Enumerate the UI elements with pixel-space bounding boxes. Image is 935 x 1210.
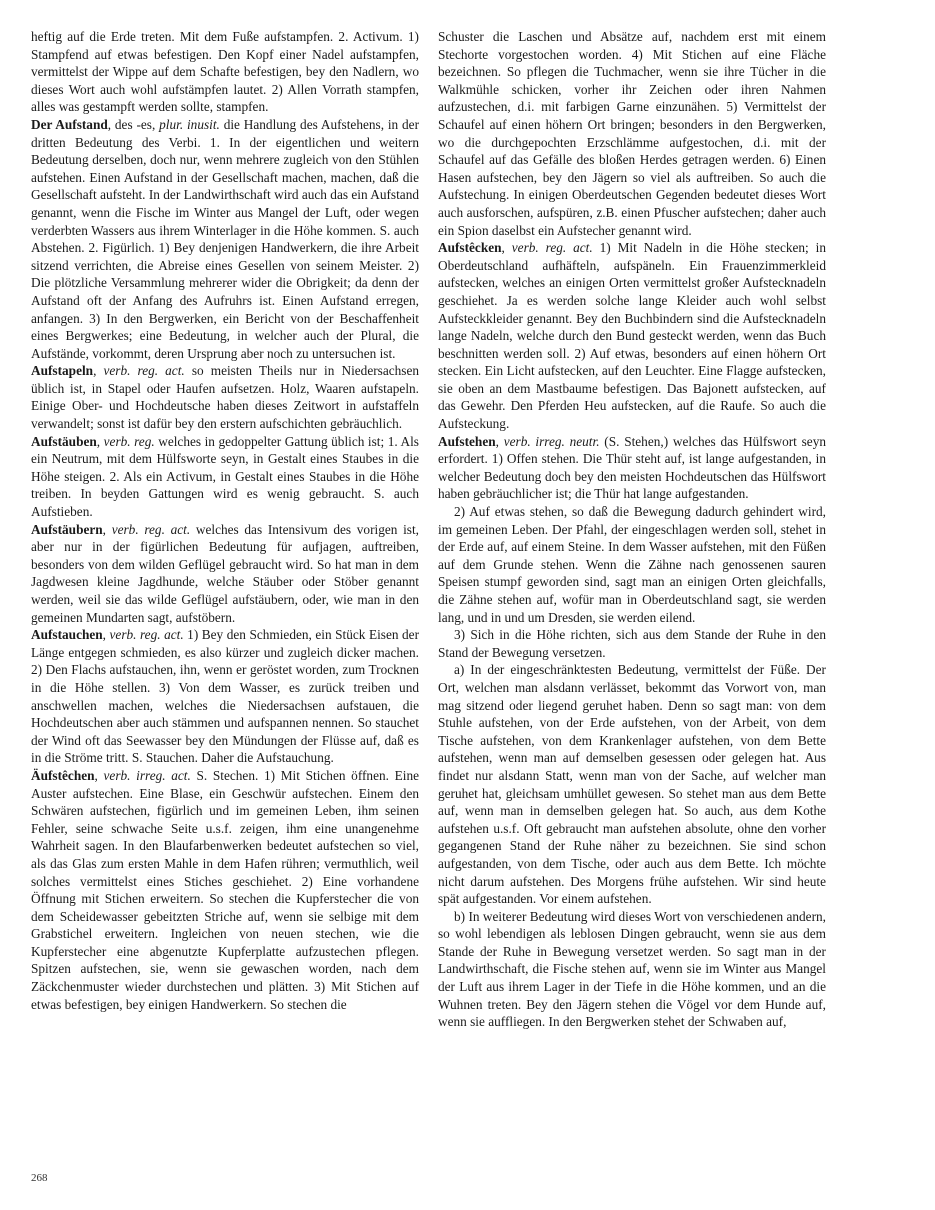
continued-paragraph: Schuster die Laschen und Absätze auf, nachdem erst mit einem Stechorte vorgestochen worden. 4) Mit Stichen auf eine Fläche bezeichnen. So pflegen die Tuchmacher, wenn sie ihre Tücher in die Walkmühle schicken, vorher ihr Zeichen oder ihren Nahmen aufzustechen, d.i. mit farbigen Garne einzunähen. 5) Vermittelst der Schaufel auf einen höhern Ort bringen; besonders in den Bergwerken, wo die durchgepochten Erzschlämme aufgestochen, d.i. mit der Schaufel auf das Gefälle des bloßen Herdes getragen werden. 6) Einen Hasen aufstechen, bey den Jägern so viel als auftreiben. So auch die Aufstechung. In einigen Oberdeutschen Gegenden bedeutet dieses Wort auch ausforschen, aufspüren, z.B. einen Pfuscher aufstechen; daher auch ein Spion daselbst ein Aufstecher genannt wird. (438, 29, 826, 238)
entry-text: so meisten Theils nur in Niedersachsen üblich ist, in Stapel oder Haufen aufsetzen. Holz, Waaren aufstapeln. Einige Ober- und Hochdeutsche haben dieses Zeitwort in aufstaffeln verwandelt; sonst ist dafür bey den erstern aufschichten gebräuchlich. (31, 363, 419, 432)
page-number: 268 (31, 1172, 48, 1184)
entry-aufstechen (31, 767, 419, 1013)
grammar-label: verb. reg. act. (111, 521, 191, 537)
entry-text: S. Stechen. 1) Mit Stichen öffnen. Eine Auster aufstechen. Eine Blase, ein Geschwür aufstechen. Einem den Schwären aufstechen, figürlich und im gemeinen Leben, ihm seinen Fehler, seine schwache Seite u.s.f. zeigen, ihm eine unangenehme Wahrheit sagen. In den Blaufarbenwerken bedeutet aufstechen so viel, als das Glas zum ersten Mahle in dem Hafen rühren; vermuthlich, weil solches vermittelst eines Stiches geschiehet. 2) Eine vorhandene Öffnung mit Stichen erweitern. So stechen die Kupferstecher die von dem Scheidewasser gebeitzten Striche auf, wenn sie selbige mit dem Grabstichel erweitern. Ingleichen von neuen stechen, wie die Kupferstecher eine abgenutzte Kupferplatte aufzustechen pflegen. Spitzen aufstechen, sie, wenn sie gewaschen worden, nach dem Zäckchenmuster wieder durchstechen und plätten. 3) Mit Stichen auf etwas befestigen, bey einigen Handwerkern. So stechen die (31, 767, 419, 1012)
grammar-label: verb. irreg. act. (103, 767, 191, 783)
grammar-label: verb. reg. act. (103, 363, 185, 379)
grammar-label: verb. irreg. neutr. (503, 433, 600, 449)
continued-paragraph: heftig auf die Erde treten. Mit dem Fuße aufstampfen. 2. Activum. 1) Stampfend auf etwas befestigen. Den Kopf einer Nadel aufstampfen, vermittelst der Wippe auf dem Schafte befestigen, bey den Nadlern, wo dieses Wort auch wohl aufstämpfen lautet. 2) Allen Vorrath stampfen, alles was gestampft werden sollte, stampfen. (31, 29, 419, 115)
entry-text: welches in gedoppelter Gattung üblich ist; 1. Als ein Neutrum, mit dem Hülfsworte seyn, in Gestalt eines Staubes in die Höhe steigen. 2. Als ein Activum, in Gestalt eines Staubes in die Höhe treiben. In beyden Gattungen wird es wenig gebraucht. S. auch Aufstieben. (31, 433, 419, 520)
entry-aufstaeubern (31, 521, 419, 627)
entry-prefix: , (94, 767, 104, 783)
headword: Äufstêchen (31, 767, 95, 783)
headword: Aufstäuben (31, 433, 97, 449)
sense-paragraph: a) In der eingeschränktesten Bedeutung, vermittelst der Füße. Der Ort, welchen man alsdann verlässet, bekommt das Vorwort von, man mag sitzend oder liegend geruhet haben. Denn so sagt man: von dem Stuhle aufstehen, von der Erde aufstehen, von der Arbeit, von dem Tische aufstehen, von dem Krankenlager aufstehen, von dem Bette aufstehen, wenn man auf demselben gesessen oder gelegen hat. Aus findet nur alsdann Statt, wenn man von der Sache, auf welcher man geruhet hat, gleichsam umhüllet gewesen. So stehet man aus dem Bette auf, wenn man in demselben gelegen hat. So auch, aus dem Kothe aufstehen u.s.f. Oft gebraucht man aufstehen absolute, ohne den vorher gegangenen Stand der Ruhe näher zu bezeichnen. Sie sind schon aufgestanden, von dem Tische, oder auch aus dem Bette. Ich möchte nicht darum aufstehen. Des Morgens frühe aufstehen. Wir sind heute spät aufgestanden. Vor einem aufstehen. (438, 662, 826, 907)
entry-prefix: , (96, 433, 104, 449)
headword: Aufstauchen (31, 627, 103, 643)
headword: Aufstäubern (31, 521, 103, 537)
entry-prefix: , (102, 627, 110, 643)
entry-text: 1) Bey den Schmieden, ein Stück Eisen der Länge entgegen schmieden, es also kürzer und zugleich dicker machen. 2) Den Flachs aufstauchen, ihn, wenn er geröstet worden, zum Trocknen in die Höhe stellen. 3) Von dem Wasser, es zurück treiben und anschwellen machen, welches die Niedersachsen aufstauen, die Hochdeutschen aber auch stämmen und aufspannen nennen. So stauchet der Wind oft das Seewasser bey den Mündungen der Flüsse auf, daß es in die Ströme tritt. S. Stauchen. Daher die Aufstauchung. (31, 627, 419, 766)
entry-text: (S. Stehen,) welches das Hülfswort seyn erfordert. 1) Offen stehen. Die Thür steht auf, ist lange aufgestanden, in welcher Bedeutung doch bey den meisten Hochdeutschen das Hülfswort haben gebräuchlicher ist; die Thür hat lange aufgestanden. (438, 433, 826, 502)
entry-aufstaeuben (31, 433, 419, 521)
entry-aufstapeln (31, 362, 419, 432)
sense-paragraph: 3) Sich in die Höhe richten, sich aus dem Stande der Ruhe in den Stand der Bewegung versetzen. (438, 627, 826, 660)
left-column (31, 28, 419, 1013)
entry-prefix: , (102, 521, 112, 537)
entry-aufstehen (438, 433, 826, 503)
right-column (438, 28, 826, 1031)
headword: Aufstapeln (31, 363, 94, 379)
entry-prefix: , (495, 433, 504, 449)
entry-aufstauchen (31, 626, 419, 767)
entry-aufstecken (438, 239, 826, 433)
entry-text: 1) Mit Nadeln in die Höhe stecken; in Oberdeutschland aufhäfteln, aufspäneln. Ein Frauenzimmerkleid aufstecken, welches an einigen Orten vermittelst großer Aufstecknadeln geschiehet. Ja es werden solche lange Kleider auch wohl selbst Aufsteckkleider genannt. Bey den Buchbindern sind die Aufstecknadeln lange Nadeln, welche durch den Bund gesteckt werden, wenn das Buch beschnitten werden soll. 2) Auf etwas, besonders auf einen höhern Ort stecken. Ein Licht aufstecken, auf den Leuchter. Eine Flagge aufstecken, sie oben an dem Mastbaume befestigen. Das Bajonett aufstecken, auf das Gewehr. Den Pferden Heu aufstecken, auf die Raufe. So auch die Aufsteckung. (438, 240, 826, 432)
grammar-label: verb. reg. act. (109, 627, 184, 643)
entry-prefix: , des -es, (107, 116, 160, 132)
grammar-label: verb. reg. (103, 433, 155, 449)
entry-prefix: , (501, 240, 512, 256)
headword: Aufstêcken (438, 240, 502, 256)
entry-text: welches das Intensivum des vorigen ist, aber nur in der figürlichen Bedeutung für aufjagen, auftreiben, besonders von dem wilden Geflügel gebraucht wird. So hat man in dem Jagdwesen kleine Jagdhunde, welche Stäuber oder Stöber genannt werden, weil sie das wilde Geflügel aufstäubern, oder, wie man in den gemeinen Mundarten sagt, aufstöbern. (31, 521, 419, 625)
entry-prefix: , (93, 363, 104, 379)
entry-text: die Handlung des Aufstehens, in der dritten Bedeutung des Verbi. 1. In der eigentlichen und weitern Bedeutung derselben, doch nur, wenn mehrere zugleich von den Stühlen aufstehen. Einen Aufstand in der Gesellschaft machen, machen, daß die Gesellschaft aufsteht. In der Landwirthschaft wird auch das ein Aufstand genannt, wenn die Fische im Winter aus Mangel der Luft, oder wegen verderbten Wassers aus ihrem Winterlager in die Höhe kommen. S. auch Abstehen. 2. Figürlich. 1) Bey denjenigen Handwerkern, die ihre Arbeit sitzend verrichten, die Abreise eines Gesellen von seinem Meister. 2) Die plötzliche Versammlung mehrerer wider die Obrigkeit; da denn der Aufstand oft der Anfang des Aufruhrs ist. Einen Aufstand erregen, anfangen. 3) In den Bergwerken, ein Bericht von der Beschaffenheit eines Bergwerkes; eine Bedeutung, in welcher auch der Plural, die Aufstände, vorkommt, deren Ursprung aber noch zu untersuchen ist. (31, 116, 420, 361)
headword: Aufstehen (438, 433, 496, 449)
sense-paragraph: b) In weiterer Bedeutung wird dieses Wort von verschiedenen andern, so wohl lebendigen als leblosen Dingen gebraucht, wenn sie aus dem Stande der Ruhe in Bewegung versetzet werden. So sagt man in der Landwirthschaft, die Fische stehen auf, wenn sie im Winter aus Mangel der Luft aus ihrem Lager in der Tiefe in die Höhe kommen, und an die Wuhnen treten. Bey den Jägern stehen die Vögel vor dem Hunde auf, wenn sie auffliegen. In den Bergwerken stehet der Schwaben auf, (438, 908, 826, 1030)
entry-aufstand (31, 116, 419, 362)
sense-paragraph: 2) Auf etwas stehen, so daß die Bewegung dadurch gehindert wird, im gemeinen Leben. Der Pfahl, der eingeschlagen werden soll, stehet in der Erde auf, auf einem Steine. In dem Wasser aufstehen, mit den Füßen auf dem Grunde stehen. Wenn die Zähne nach genossenen sauren Speisen stumpf geworden sind, sagt man an einigen Orten gleichfalls, die Zähne stehen auf, wofür man in Oberdeutschland sagt, sie werden lang, und in und um Dresden, sie werden eilend. (438, 504, 826, 625)
grammar-label: plur. inusit. (159, 116, 220, 132)
headword: Der Aufstand (31, 116, 108, 132)
grammar-label: verb. reg. act. (511, 240, 593, 256)
